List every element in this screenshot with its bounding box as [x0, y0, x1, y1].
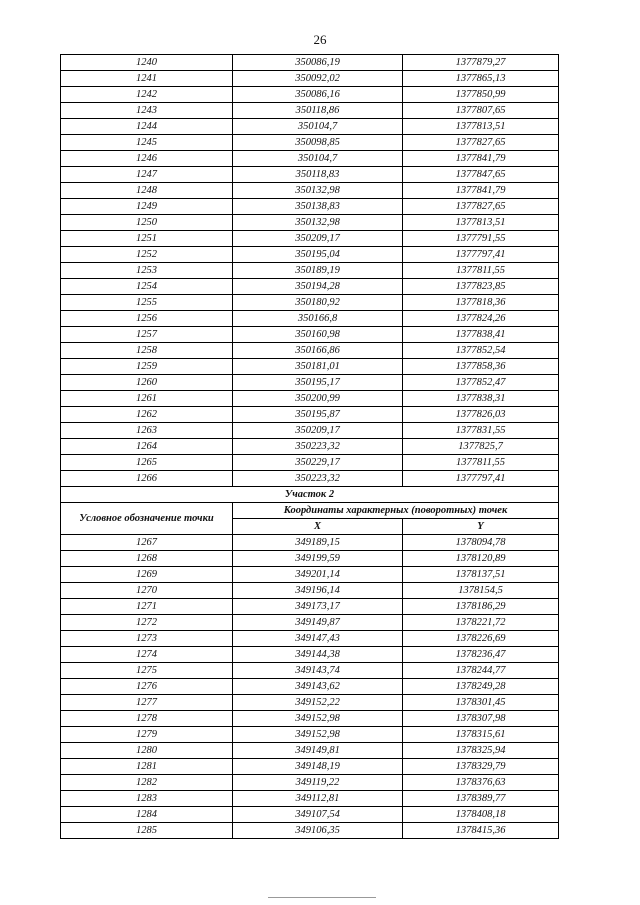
- table-row: [61, 775, 559, 791]
- y-coordinate-cell: 1377824,26: [403, 311, 559, 327]
- y-coordinate-cell: 1377813,51: [403, 215, 559, 231]
- point-id-cell: 1255: [61, 295, 233, 311]
- y-coordinate-cell: 1378315,61: [403, 727, 559, 743]
- x-coordinate-cell: 350189,19: [233, 263, 403, 279]
- point-id-cell: 1254: [61, 279, 233, 295]
- point-id-cell: 1272: [61, 615, 233, 631]
- table-row: [61, 119, 559, 135]
- table-row: [61, 407, 559, 423]
- x-coordinate-cell: 349106,35: [233, 823, 403, 839]
- table-row: [61, 567, 559, 583]
- y-coordinate-cell: 1377807,65: [403, 103, 559, 119]
- x-coordinate-cell: 350194,28: [233, 279, 403, 295]
- y-coordinate-cell: 1378415,36: [403, 823, 559, 839]
- point-id-cell: 1264: [61, 439, 233, 455]
- table-row: [61, 791, 559, 807]
- y-coordinate-cell: 1378244,77: [403, 663, 559, 679]
- x-coordinate-cell: 350195,87: [233, 407, 403, 423]
- point-id-cell: 1256: [61, 311, 233, 327]
- table-row: [61, 807, 559, 823]
- point-id-cell: 1278: [61, 711, 233, 727]
- table-row: [61, 391, 559, 407]
- table-row: [61, 711, 559, 727]
- table-row: [61, 103, 559, 119]
- point-id-cell: 1261: [61, 391, 233, 407]
- table-row: [61, 647, 559, 663]
- y-coordinate-cell: 1378236,47: [403, 647, 559, 663]
- x-coordinate-cell: 350160,98: [233, 327, 403, 343]
- table-row: [61, 455, 559, 471]
- y-coordinate-cell: 1378329,79: [403, 759, 559, 775]
- table-row: [61, 247, 559, 263]
- table-row: [61, 551, 559, 567]
- table-row: [61, 183, 559, 199]
- section-1-rows: [61, 55, 559, 487]
- coordinates-table: [60, 54, 559, 839]
- table-row: [61, 231, 559, 247]
- x-coordinate-cell: 350104,7: [233, 119, 403, 135]
- y-coordinate-cell: 1378325,94: [403, 743, 559, 759]
- y-coordinate-cell: 1378137,51: [403, 567, 559, 583]
- y-coordinate-cell: 1377847,65: [403, 167, 559, 183]
- table-row: [61, 71, 559, 87]
- y-coordinate-cell: 1378221,72: [403, 615, 559, 631]
- point-id-cell: 1274: [61, 647, 233, 663]
- coordinates-group-header: Координаты характерных (поворотных) точек: [233, 503, 559, 519]
- point-id-cell: 1283: [61, 791, 233, 807]
- y-coordinate-cell: 1377823,85: [403, 279, 559, 295]
- table-row: [61, 631, 559, 647]
- point-id-cell: 1259: [61, 359, 233, 375]
- point-id-cell: 1245: [61, 135, 233, 151]
- x-coordinate-cell: 350138,83: [233, 199, 403, 215]
- y-coordinate-cell: 1377797,41: [403, 471, 559, 487]
- point-id-cell: 1269: [61, 567, 233, 583]
- point-id-cell: 1257: [61, 327, 233, 343]
- x-coordinate-cell: 349147,43: [233, 631, 403, 647]
- point-id-cell: 1280: [61, 743, 233, 759]
- y-coordinate-cell: 1378120,89: [403, 551, 559, 567]
- point-id-cell: 1252: [61, 247, 233, 263]
- y-coordinate-cell: 1377850,99: [403, 87, 559, 103]
- y-column-header: Y: [403, 519, 559, 535]
- point-id-cell: 1273: [61, 631, 233, 647]
- point-id-cell: 1277: [61, 695, 233, 711]
- point-id-cell: 1262: [61, 407, 233, 423]
- point-id-cell: 1250: [61, 215, 233, 231]
- x-coordinate-cell: 349196,14: [233, 583, 403, 599]
- y-coordinate-cell: 1377841,79: [403, 183, 559, 199]
- point-id-cell: 1258: [61, 343, 233, 359]
- table-row: [61, 263, 559, 279]
- y-coordinate-cell: 1378186,29: [403, 599, 559, 615]
- x-coordinate-cell: 350223,32: [233, 471, 403, 487]
- x-coordinate-cell: 350209,17: [233, 231, 403, 247]
- y-coordinate-cell: 1378249,28: [403, 679, 559, 695]
- x-coordinate-cell: 349189,15: [233, 535, 403, 551]
- y-coordinate-cell: 1377841,79: [403, 151, 559, 167]
- x-coordinate-cell: 350166,8: [233, 311, 403, 327]
- x-coordinate-cell: 350180,92: [233, 295, 403, 311]
- page-edge-mark: [268, 897, 376, 898]
- x-coordinate-cell: 349112,81: [233, 791, 403, 807]
- table-row: [61, 615, 559, 631]
- x-coordinate-cell: 349152,22: [233, 695, 403, 711]
- x-coordinate-cell: 349148,19: [233, 759, 403, 775]
- table-row: [61, 823, 559, 839]
- y-coordinate-cell: 1377818,36: [403, 295, 559, 311]
- x-coordinate-cell: 349149,81: [233, 743, 403, 759]
- y-coordinate-cell: 1378376,63: [403, 775, 559, 791]
- table-row: [61, 743, 559, 759]
- point-id-cell: 1275: [61, 663, 233, 679]
- y-coordinate-cell: 1378226,69: [403, 631, 559, 647]
- x-coordinate-cell: 350086,19: [233, 55, 403, 71]
- page-number: 26: [313, 32, 327, 47]
- point-id-cell: 1268: [61, 551, 233, 567]
- point-label-header: Условное обозначение точки: [61, 503, 233, 535]
- y-coordinate-cell: 1378307,98: [403, 711, 559, 727]
- y-coordinate-cell: 1377797,41: [403, 247, 559, 263]
- section-2-rows: [61, 535, 559, 839]
- y-coordinate-cell: 1377813,51: [403, 119, 559, 135]
- y-coordinate-cell: 1378094,78: [403, 535, 559, 551]
- table-row: [61, 423, 559, 439]
- x-coordinate-cell: 350118,86: [233, 103, 403, 119]
- x-coordinate-cell: 350132,98: [233, 215, 403, 231]
- point-id-cell: 1246: [61, 151, 233, 167]
- y-coordinate-cell: 1377852,54: [403, 343, 559, 359]
- point-id-cell: 1282: [61, 775, 233, 791]
- x-coordinate-cell: 349119,22: [233, 775, 403, 791]
- table-row: [61, 151, 559, 167]
- x-coordinate-cell: 350104,7: [233, 151, 403, 167]
- x-coordinate-cell: 350200,99: [233, 391, 403, 407]
- table-row: [61, 135, 559, 151]
- x-coordinate-cell: 350098,85: [233, 135, 403, 151]
- table-row: [61, 295, 559, 311]
- table-row: [61, 343, 559, 359]
- x-coordinate-cell: 349107,54: [233, 807, 403, 823]
- x-coordinate-cell: 350195,17: [233, 375, 403, 391]
- x-column-header: X: [233, 519, 403, 535]
- x-coordinate-cell: 350092,02: [233, 71, 403, 87]
- table-row: [61, 679, 559, 695]
- y-coordinate-cell: 1377865,13: [403, 71, 559, 87]
- x-coordinate-cell: 349199,59: [233, 551, 403, 567]
- point-id-cell: 1284: [61, 807, 233, 823]
- table-row: [61, 359, 559, 375]
- table-row: [61, 199, 559, 215]
- y-coordinate-cell: 1378408,18: [403, 807, 559, 823]
- x-coordinate-cell: 350086,16: [233, 87, 403, 103]
- y-coordinate-cell: 1377838,41: [403, 327, 559, 343]
- x-coordinate-cell: 349144,38: [233, 647, 403, 663]
- point-id-cell: 1240: [61, 55, 233, 71]
- point-id-cell: 1241: [61, 71, 233, 87]
- x-coordinate-cell: 350195,04: [233, 247, 403, 263]
- x-coordinate-cell: 349201,14: [233, 567, 403, 583]
- table-row: [61, 727, 559, 743]
- x-coordinate-cell: 349152,98: [233, 711, 403, 727]
- table-row: [61, 663, 559, 679]
- point-id-cell: 1281: [61, 759, 233, 775]
- y-coordinate-cell: 1378301,45: [403, 695, 559, 711]
- point-id-cell: 1279: [61, 727, 233, 743]
- point-id-cell: 1244: [61, 119, 233, 135]
- table-row: [61, 279, 559, 295]
- y-coordinate-cell: 1377826,03: [403, 407, 559, 423]
- table-row: [61, 311, 559, 327]
- y-coordinate-cell: 1378389,77: [403, 791, 559, 807]
- point-id-cell: 1247: [61, 167, 233, 183]
- table-row: [61, 471, 559, 487]
- table-row: [61, 375, 559, 391]
- point-id-cell: 1285: [61, 823, 233, 839]
- x-coordinate-cell: 349143,74: [233, 663, 403, 679]
- y-coordinate-cell: 1377791,55: [403, 231, 559, 247]
- x-coordinate-cell: 349143,62: [233, 679, 403, 695]
- table-row: [61, 759, 559, 775]
- point-id-cell: 1263: [61, 423, 233, 439]
- y-coordinate-cell: 1377852,47: [403, 375, 559, 391]
- x-coordinate-cell: 349149,87: [233, 615, 403, 631]
- y-coordinate-cell: 1377858,36: [403, 359, 559, 375]
- section-2-header: [61, 487, 559, 535]
- point-id-cell: 1265: [61, 455, 233, 471]
- table-row: [61, 55, 559, 71]
- x-coordinate-cell: 350229,17: [233, 455, 403, 471]
- y-coordinate-cell: 1378154,5: [403, 583, 559, 599]
- table-row: [61, 327, 559, 343]
- section-title: Участок 2: [61, 487, 559, 503]
- y-coordinate-cell: 1377825,7: [403, 439, 559, 455]
- point-id-cell: 1260: [61, 375, 233, 391]
- table-row: [61, 695, 559, 711]
- y-coordinate-cell: 1377879,27: [403, 55, 559, 71]
- point-id-cell: 1253: [61, 263, 233, 279]
- point-id-cell: 1271: [61, 599, 233, 615]
- x-coordinate-cell: 349152,98: [233, 727, 403, 743]
- point-id-cell: 1270: [61, 583, 233, 599]
- table-row: [61, 87, 559, 103]
- x-coordinate-cell: 350118,83: [233, 167, 403, 183]
- x-coordinate-cell: 349173,17: [233, 599, 403, 615]
- x-coordinate-cell: 350181,01: [233, 359, 403, 375]
- x-coordinate-cell: 350132,98: [233, 183, 403, 199]
- y-coordinate-cell: 1377811,55: [403, 455, 559, 471]
- table-row: [61, 599, 559, 615]
- y-coordinate-cell: 1377827,65: [403, 135, 559, 151]
- point-id-cell: 1267: [61, 535, 233, 551]
- y-coordinate-cell: 1377838,31: [403, 391, 559, 407]
- table-row: [61, 583, 559, 599]
- point-id-cell: 1276: [61, 679, 233, 695]
- point-id-cell: 1248: [61, 183, 233, 199]
- table-row: [61, 215, 559, 231]
- table-row: [61, 167, 559, 183]
- point-id-cell: 1249: [61, 199, 233, 215]
- x-coordinate-cell: 350209,17: [233, 423, 403, 439]
- point-id-cell: 1251: [61, 231, 233, 247]
- point-id-cell: 1243: [61, 103, 233, 119]
- x-coordinate-cell: 350223,32: [233, 439, 403, 455]
- table-row: [61, 535, 559, 551]
- y-coordinate-cell: 1377811,55: [403, 263, 559, 279]
- point-id-cell: 1266: [61, 471, 233, 487]
- y-coordinate-cell: 1377831,55: [403, 423, 559, 439]
- y-coordinate-cell: 1377827,65: [403, 199, 559, 215]
- table-row: [61, 439, 559, 455]
- point-id-cell: 1242: [61, 87, 233, 103]
- x-coordinate-cell: 350166,86: [233, 343, 403, 359]
